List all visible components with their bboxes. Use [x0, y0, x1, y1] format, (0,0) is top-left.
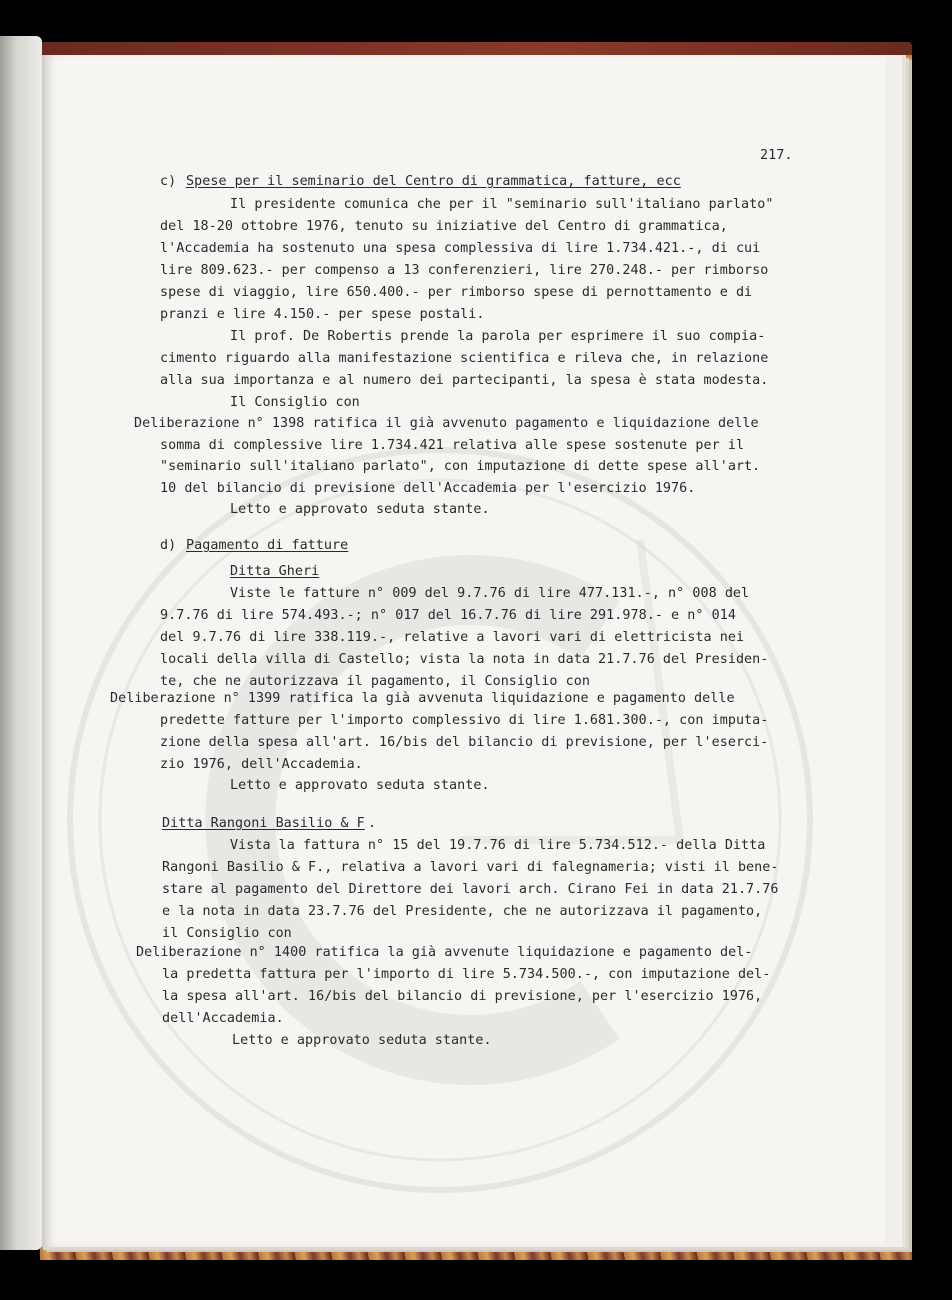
text-line: d) [160, 538, 185, 553]
text-line: Il Consiglio con [230, 395, 360, 410]
text-line: Vista la fattura n° 15 del 19.7.76 di lire 5.734.512.- della Ditta [230, 838, 766, 853]
text-line: Letto e approvato seduta stante. [232, 1033, 492, 1048]
text-line: stare al pagamento del Direttore dei lavori arch. Cirano Fei in data 21.7.76 [162, 882, 779, 897]
text-line: Letto e approvato seduta stante. [230, 502, 490, 517]
text-line: Rangoni Basilio & F., relativa a lavori vari di falegnameria; visti il bene- [162, 860, 779, 875]
text-line: locali della villa di Castello; vista la nota in data 21.7.76 del Presiden- [160, 652, 769, 667]
text-line: 9.7.76 di lire 574.493.-; n° 017 del 16.7.76 di lire 291.978.- e n° 014 [160, 608, 736, 623]
text-line: c) [160, 174, 185, 189]
text-line: il Consiglio con [162, 926, 292, 941]
text-line: Il prof. De Robertis prende la parola per esprimere il suo compia- [230, 329, 766, 344]
text-line: Il presidente comunica che per il "seminario sull'italiano parlato" [230, 197, 774, 212]
text-line: zio 1976, dell'Accademia. [160, 757, 363, 772]
page-number: 217. [760, 148, 793, 163]
text-line: somma di complessive lire 1.734.421 relativa alle spese sostenute per il [160, 438, 745, 453]
text-line: e la nota in data 23.7.76 del Presidente, che ne autorizzava il pagamento, [162, 904, 763, 919]
text-line: 10 del bilancio di previsione dell'Accademia per l'esercizio 1976. [160, 481, 696, 496]
text-line: zione della spesa all'art. 16/bis del bilancio di previsione, per l'eserci- [160, 735, 769, 750]
text-line: Deliberazione n° 1399 ratifica la già avvenuta liquidazione e pagamento delle [110, 691, 735, 706]
text-line: cimento riguardo alla manifestazione scientifica e rileva che, in relazione [160, 351, 769, 366]
text-line: del 18-20 ottobre 1976, tenuto su iniziative del Centro di grammatica, [160, 219, 728, 234]
text-line: Letto e approvato seduta stante. [230, 778, 490, 793]
text-line: la predetta fattura per l'importo di lire 5.734.500.-, con imputazione del- [162, 967, 771, 982]
text-line: Pagamento di fatture [186, 538, 349, 553]
text-line: Deliberazione n° 1400 ratifica la già avvenute liquidazione e pagamento del- [136, 945, 753, 960]
text-line: . [368, 816, 377, 831]
text-line: lire 809.623.- per compenso a 13 conferenzieri, lire 270.248.- per rimborso [160, 263, 769, 278]
text-line: la spesa all'art. 16/bis del bilancio di previsione, per l'esercizio 1976, [162, 989, 763, 1004]
text-line: "seminario sull'italiano parlato", con imputazione di dette spese all'art. [160, 459, 761, 474]
text-line: l'Accademia ha sostenuto una spesa complessiva di lire 1.734.421.-, di cui [160, 241, 761, 256]
text-line: Ditta Rangoni Basilio & F [162, 816, 365, 831]
text-line: spese di viaggio, lire 650.400.- per rimborso spese di pernottamento e di [160, 285, 753, 300]
text-line: del 9.7.76 di lire 338.119.-, relative a lavori vari di elettricista nei [160, 630, 745, 645]
text-line: Viste le fatture n° 009 del 9.7.76 di lire 477.131.-, n° 008 del [230, 586, 750, 601]
text-line: Ditta Gheri [230, 564, 320, 579]
text-line: pranzi e lire 4.150.- per spese postali. [160, 307, 485, 322]
previous-page-edge [0, 36, 42, 1250]
text-line: te, che ne autorizzava il pagamento, il Consiglio con [160, 674, 590, 689]
text-line: predette fatture per l'importo complessivo di lire 1.681.300.-, con imputa- [160, 713, 769, 728]
text-line: dell'Accademia. [162, 1011, 284, 1026]
text-line: Deliberazione n° 1398 ratifica il già avvenuto pagamento e liquidazione delle [134, 416, 759, 431]
text-line: alla sua importanza e al numero dei partecipanti, la spesa è stata modesta. [160, 373, 769, 388]
text-line: Spese per il seminario del Centro di grammatica, fatture, ecc [186, 174, 681, 189]
